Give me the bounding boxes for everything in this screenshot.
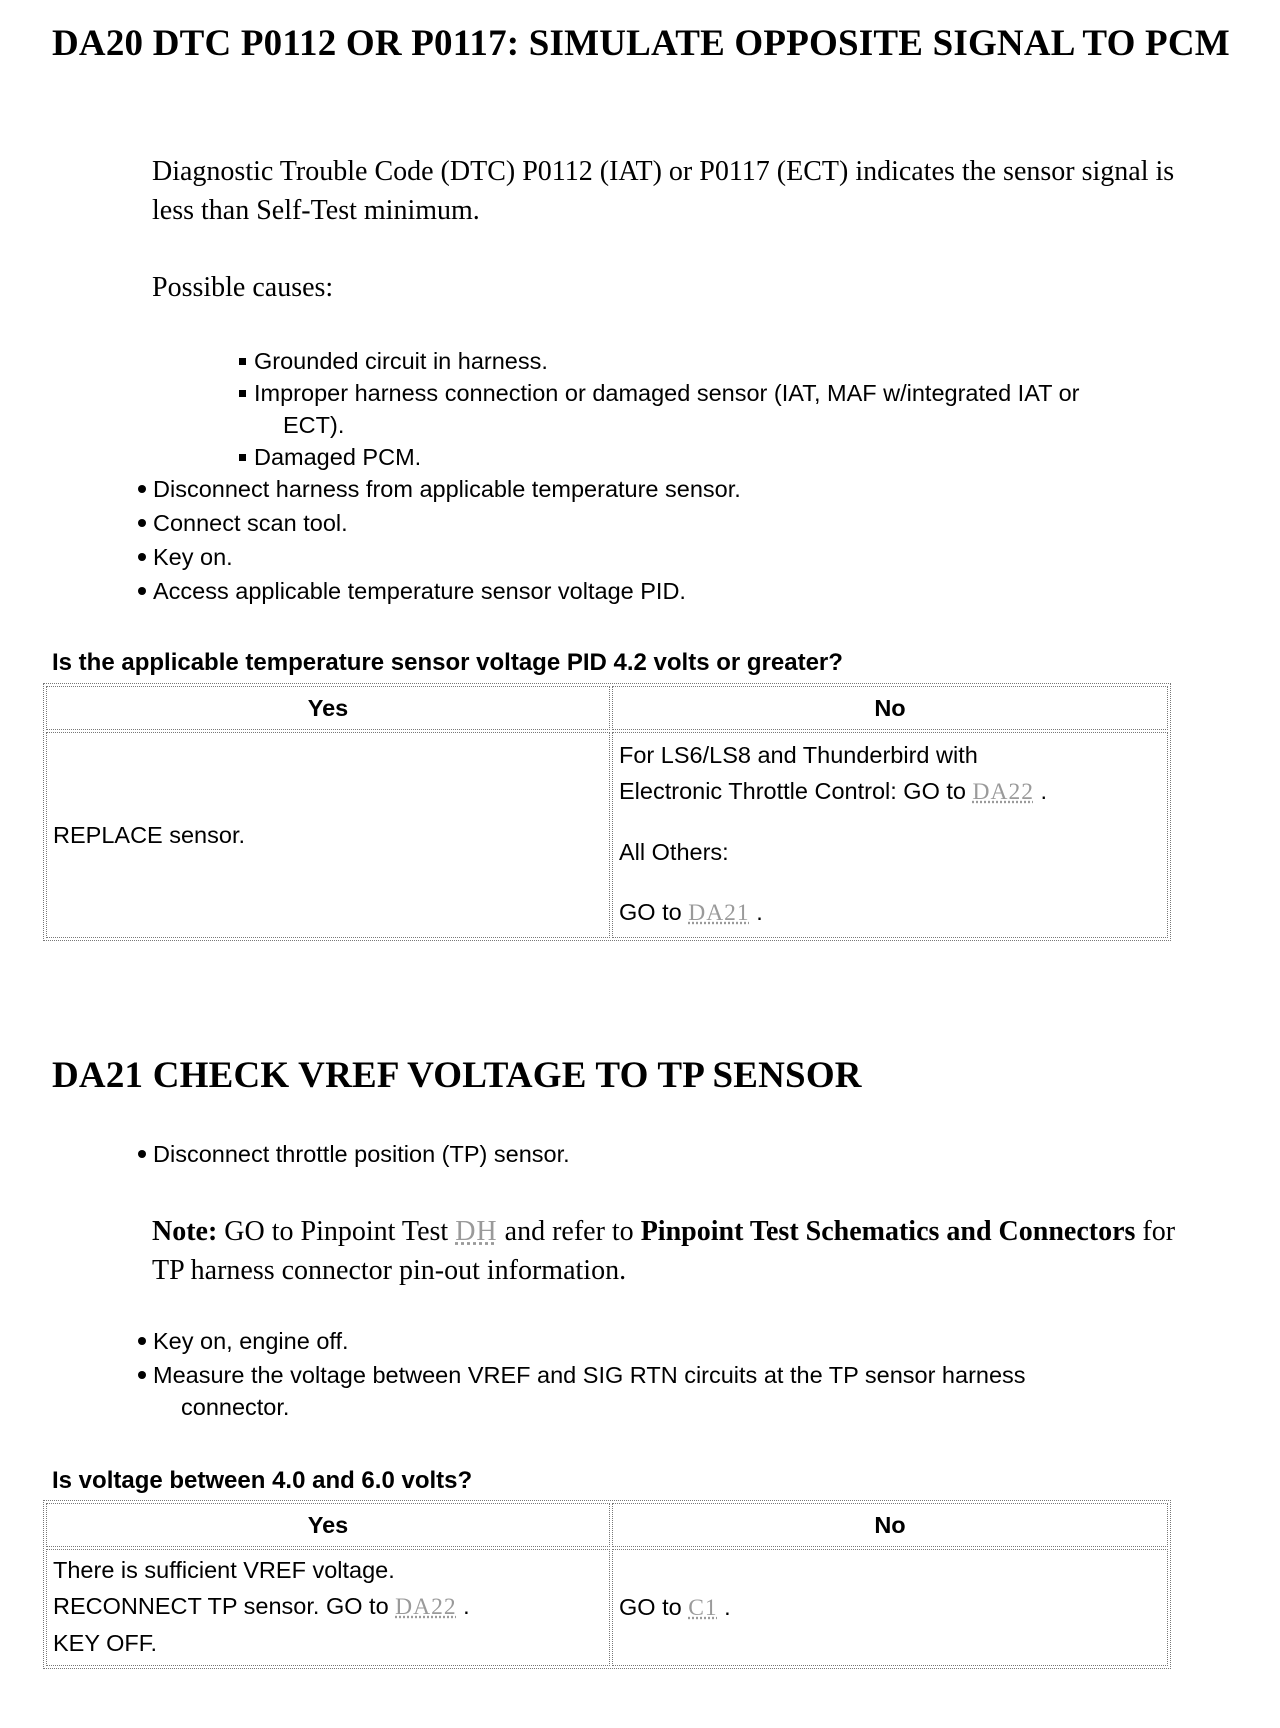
possible-causes-list: [238, 345, 1248, 473]
da20-heading: DA20 DTC P0112 OR P0117: SIMULATE OPPOSITE SIGNAL TO PCM: [52, 23, 1230, 64]
da20-steps-list: [137, 472, 1217, 608]
no-header: No: [612, 1503, 1168, 1547]
link-da22[interactable]: DA22: [395, 1594, 457, 1620]
table-row: [46, 1549, 1168, 1666]
list-item: Disconnect throttle position (TP) sensor.: [137, 1137, 1217, 1171]
da21-steps-list-a: [137, 1137, 1217, 1171]
yes-cell: REPLACE sensor.: [46, 732, 610, 938]
no-header: No: [612, 686, 1168, 730]
table-header-row: [46, 1503, 1168, 1547]
table-header-row: [46, 686, 1168, 730]
link-c1[interactable]: C1: [688, 1595, 718, 1621]
yes-header: Yes: [46, 1503, 610, 1547]
possible-causes-label: Possible causes:: [152, 272, 334, 303]
list-item: Connect scan tool.: [137, 506, 1217, 540]
table-row: [46, 732, 1168, 938]
da21-steps-list-b: [137, 1324, 1217, 1422]
yes-cell: There is sufficient VREF voltage. RECONNECT TP sensor. GO to DA22 . KEY OFF.: [46, 1549, 610, 1666]
list-item: Grounded circuit in harness.: [238, 345, 1248, 377]
note-label: Note:: [152, 1216, 218, 1247]
list-item: Improper harness connection or damaged sensor (IAT, MAF w/integrated IAT or ECT).: [238, 377, 1248, 441]
da21-heading: DA21 CHECK VREF VOLTAGE TO TP SENSOR: [52, 1055, 862, 1096]
link-dh[interactable]: DH: [455, 1216, 498, 1247]
list-item: Access applicable temperature sensor voltage PID.: [137, 574, 1217, 608]
yes-header: Yes: [46, 686, 610, 730]
note-paragraph: Note: GO to Pinpoint Test DH and refer to Pinpoint Test Schematics and Connectors for TP harness connector pin-out information.: [152, 1216, 1176, 1286]
da21-yes-no-table: [43, 1500, 1171, 1669]
list-item: Measure the voltage between VREF and SIG RTN circuits at the TP sensor harness connector.: [137, 1358, 1217, 1422]
no-cell: GO to C1 .: [612, 1549, 1168, 1666]
link-da21[interactable]: DA21: [688, 900, 750, 926]
list-item: Damaged PCM.: [238, 441, 1248, 473]
da20-question: Is the applicable temperature sensor voltage PID 4.2 volts or greater?: [52, 649, 843, 676]
da21-question: Is voltage between 4.0 and 6.0 volts?: [52, 1467, 473, 1494]
list-item: Key on, engine off.: [137, 1324, 1217, 1358]
list-item: Key on.: [137, 540, 1217, 574]
list-item: Disconnect harness from applicable temperature sensor.: [137, 472, 1217, 506]
da20-yes-no-table: [43, 683, 1171, 941]
list-item-continuation: ECT).: [283, 412, 345, 438]
link-da22[interactable]: DA22: [972, 779, 1034, 805]
no-cell: For LS6/LS8 and Thunderbird with Electronic Throttle Control: GO to DA22 . All Others: GO to DA21 .: [612, 732, 1168, 938]
list-item-continuation: connector.: [181, 1394, 290, 1420]
da20-intro: Diagnostic Trouble Code (DTC) P0112 (IAT) or P0117 (ECT) indicates the sensor signal is less than Self-Test minimum.: [152, 156, 1175, 226]
